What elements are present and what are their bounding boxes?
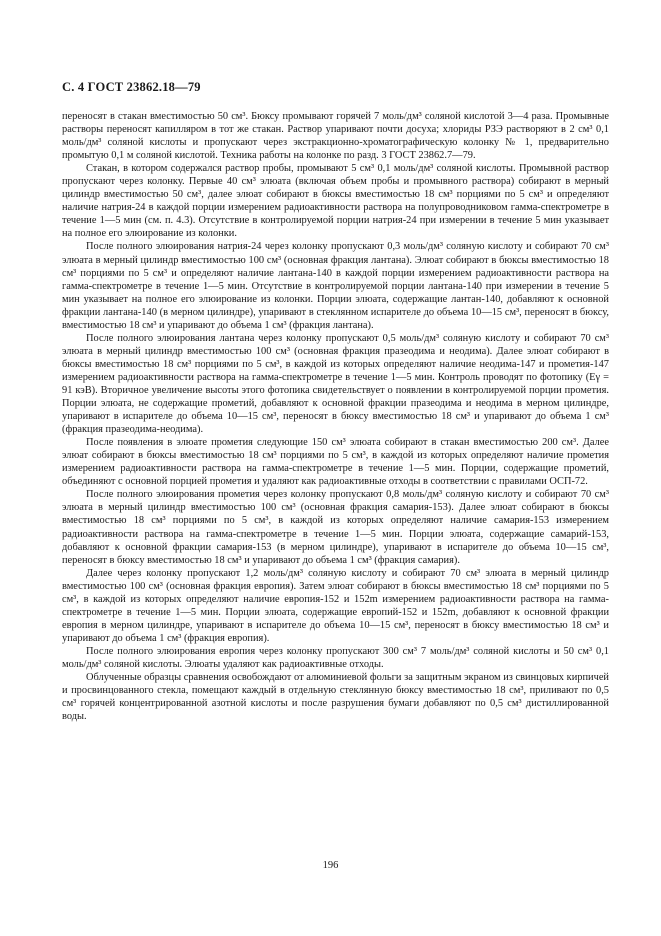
paragraph-sodium: Стакан, в котором содержался раствор пробы, промывают 5 см³ 0,1 моль/дм³ соляной кислоты. Промывной раствор пропускают через колонку. Первые 40 см³ элюата (включая объем пробы и промывного раствора) собирают в мерный цилиндр вместимостью 50 см³, далее элюат собирают в бюксы вместимостью 18 см³ порциями по 5 см³ и определяют наличие натрия-24 в каждой порции измерением радиоактивности раствора на полупроводниковом гамма-спектрометре в течение 1—5 мин (см. п. 4.3). Отсутствие в контролируемой порции натрия-24 при измерении в течение 5 мин указывает на полное его элюирование из колонки. bbox=[62, 163, 609, 240]
paragraph-praseodymium-neodymium: После полного элюирования лантана через колонку пропускают 0,5 моль/дм³ соляную кислоту и собирают 70 см³ элюата в мерный цилиндр вместимостью 100 см³ (основная фракция празеодима и неодима). Далее элюат собирают в бюксы вместимостью 18 см³ порциями по 5 см³, в каждой из которых определяют наличие неодима-147 и прометия-147 измерением радиоактивности раствора на гамма-спектрометре в течение 1—5 мин. Контроль проводят по фотопику (Eγ = 91 кэВ). Вторичное увеличение высоты этого фотопика свидетельствует о появлении в контролируемой порции прометия. Порции элюата, не содержащие прометий, добавляют к основной фракции празеодима и неодима в мерном цилиндре, упаривают в испарителе до объема 10—15 см³, переносят в бюксу вместимостью 18 см³ и упаривают до объема 1 см³ (фракция празеодима-неодима). bbox=[62, 332, 609, 436]
paragraph-waste: После полного элюирования европия через колонку пропускают 300 см³ 7 моль/дм³ соляной кислоты и 50 см³ 0,1 моль/дм³ соляной кислоты. Элюаты удаляют как радиоактивные отходы. bbox=[62, 645, 609, 670]
document-body bbox=[62, 110, 609, 723]
page-number: 196 bbox=[322, 860, 339, 871]
paragraph-continuation: переносят в стакан вместимостью 50 см³. Бюксу промывают горячей 7 моль/дм³ соляной кислотой 3—4 раза. Промывные растворы переносят капилляром в тот же стакан. Раствор упаривают почти досуха; хлориды РЗЭ растворяют в 2 см³ 0,1 моль/дм³ соляной кислоты и пропускают через экстракционно-хроматографическую колонку № 1, предварительно промытую 0,1 м соляной кислотой. Техника работы на колонке по разд. 3 ГОСТ 23862.7—79. bbox=[62, 111, 609, 162]
paragraph-lanthanum: После полного элюирования натрия-24 через колонку пропускают 0,3 моль/дм³ соляную кислоту и собирают 70 см³ элюата в мерный цилиндр вместимостью 100 см³ (основная фракция лантана). Элюат собирают в бюксы вместимостью 18 см³ порциями по 5 см³ и определяют наличие лантана-140 в каждой порции измерением радиоактивности раствора на гамма-спектрометре в течение 1—5 мин. Отсутствие в контролируемой порции лантана-140 при измерении в течение 5 мин указывает на полное его элюирование из колонки. Порции элюата, содержащие лантан-140, добавляют к основной фракции лантана-140 (в мерном цилиндре), упаривают в стеклянном испарителе до объема 10—15 см³, переносят в бюксу, вместимостью 18 см³ и упаривают до объема 1 см³ (фракция лантана). bbox=[62, 241, 609, 331]
paragraph-promethium: После появления в элюате прометия следующие 150 см³ элюата собирают в стакан вместимостью 200 см³. Далее элюат собирают в бюксы вместимостью 18 см³ порциями по 5 см³, в каждой из которых определяют наличие прометия измерением радиоактивности раствора на гамма-спектрометре в течение 1—5 мин. Порции, содержащие прометий, объединяют с основной порцией прометия и удаляют как радиоактивные отходы в соответствии с правилами ОСП-72. bbox=[62, 437, 609, 488]
paragraph-samarium: После полного элюирования прометия через колонку пропускают 0,8 моль/дм³ соляную кислоту и собирают 70 см³ элюата в мерный цилиндр вместимостью 100 см³ (основная фракция самария-153). Далее элюат собирают в бюксы вместимостью 18 см³ порциями по 5 см³, в каждой из которых определяют наличие самария-153 измерением радиоактивности раствора на гамма-спектрометре в течение 1—5 мин. Порции элюата, содержащие самарий-153, добавляют к основной фракции самария-153 (в мерном цилиндре), упаривают в испарителе до объема 10—15 см³, переносят в бюксу вместимостью 18 см³ и упаривают до объема 1 см³ (фракция самария). bbox=[62, 489, 609, 566]
paragraph-europium: Далее через колонку пропускают 1,2 моль/дм³ соляную кислоту и собирают 70 см³ элюата в мерный цилиндр вместимостью 100 см³ (основная фракция европия). Затем элюат собирают в бюксы вместимостью 18 см³ порциями по 5 см³, в каждой из которых определяют наличие европия-152 и 152m измерением радиоактивности раствора на гамма-спектрометре в течение 1—5 мин. Порции элюата, содержащие европий-152 и 152m, добавляют к основной фракции европия в мерном цилиндре, упаривают в испарителе до объема 10—15 см³, переносят в бюксу вместимостью 18 см³ и упаривают до объема 1 см³ (фракция европия). bbox=[62, 567, 609, 644]
paragraph-reference-samples: Облученные образцы сравнения освобождают от алюминиевой фольги за защитным экраном из свинцовых кирпичей и просвинцованного стекла, помещают каждый в отдельную стеклянную бюксу вместимостью 18 см³, приливают по 0,5 см³ горячей концентрированной азотной кислоты и после разрушения бумаги добавляют по 0,5 см³ дистиллированной воды. bbox=[62, 672, 609, 723]
page-header: С. 4 ГОСТ 23862.18—79 bbox=[62, 80, 201, 94]
